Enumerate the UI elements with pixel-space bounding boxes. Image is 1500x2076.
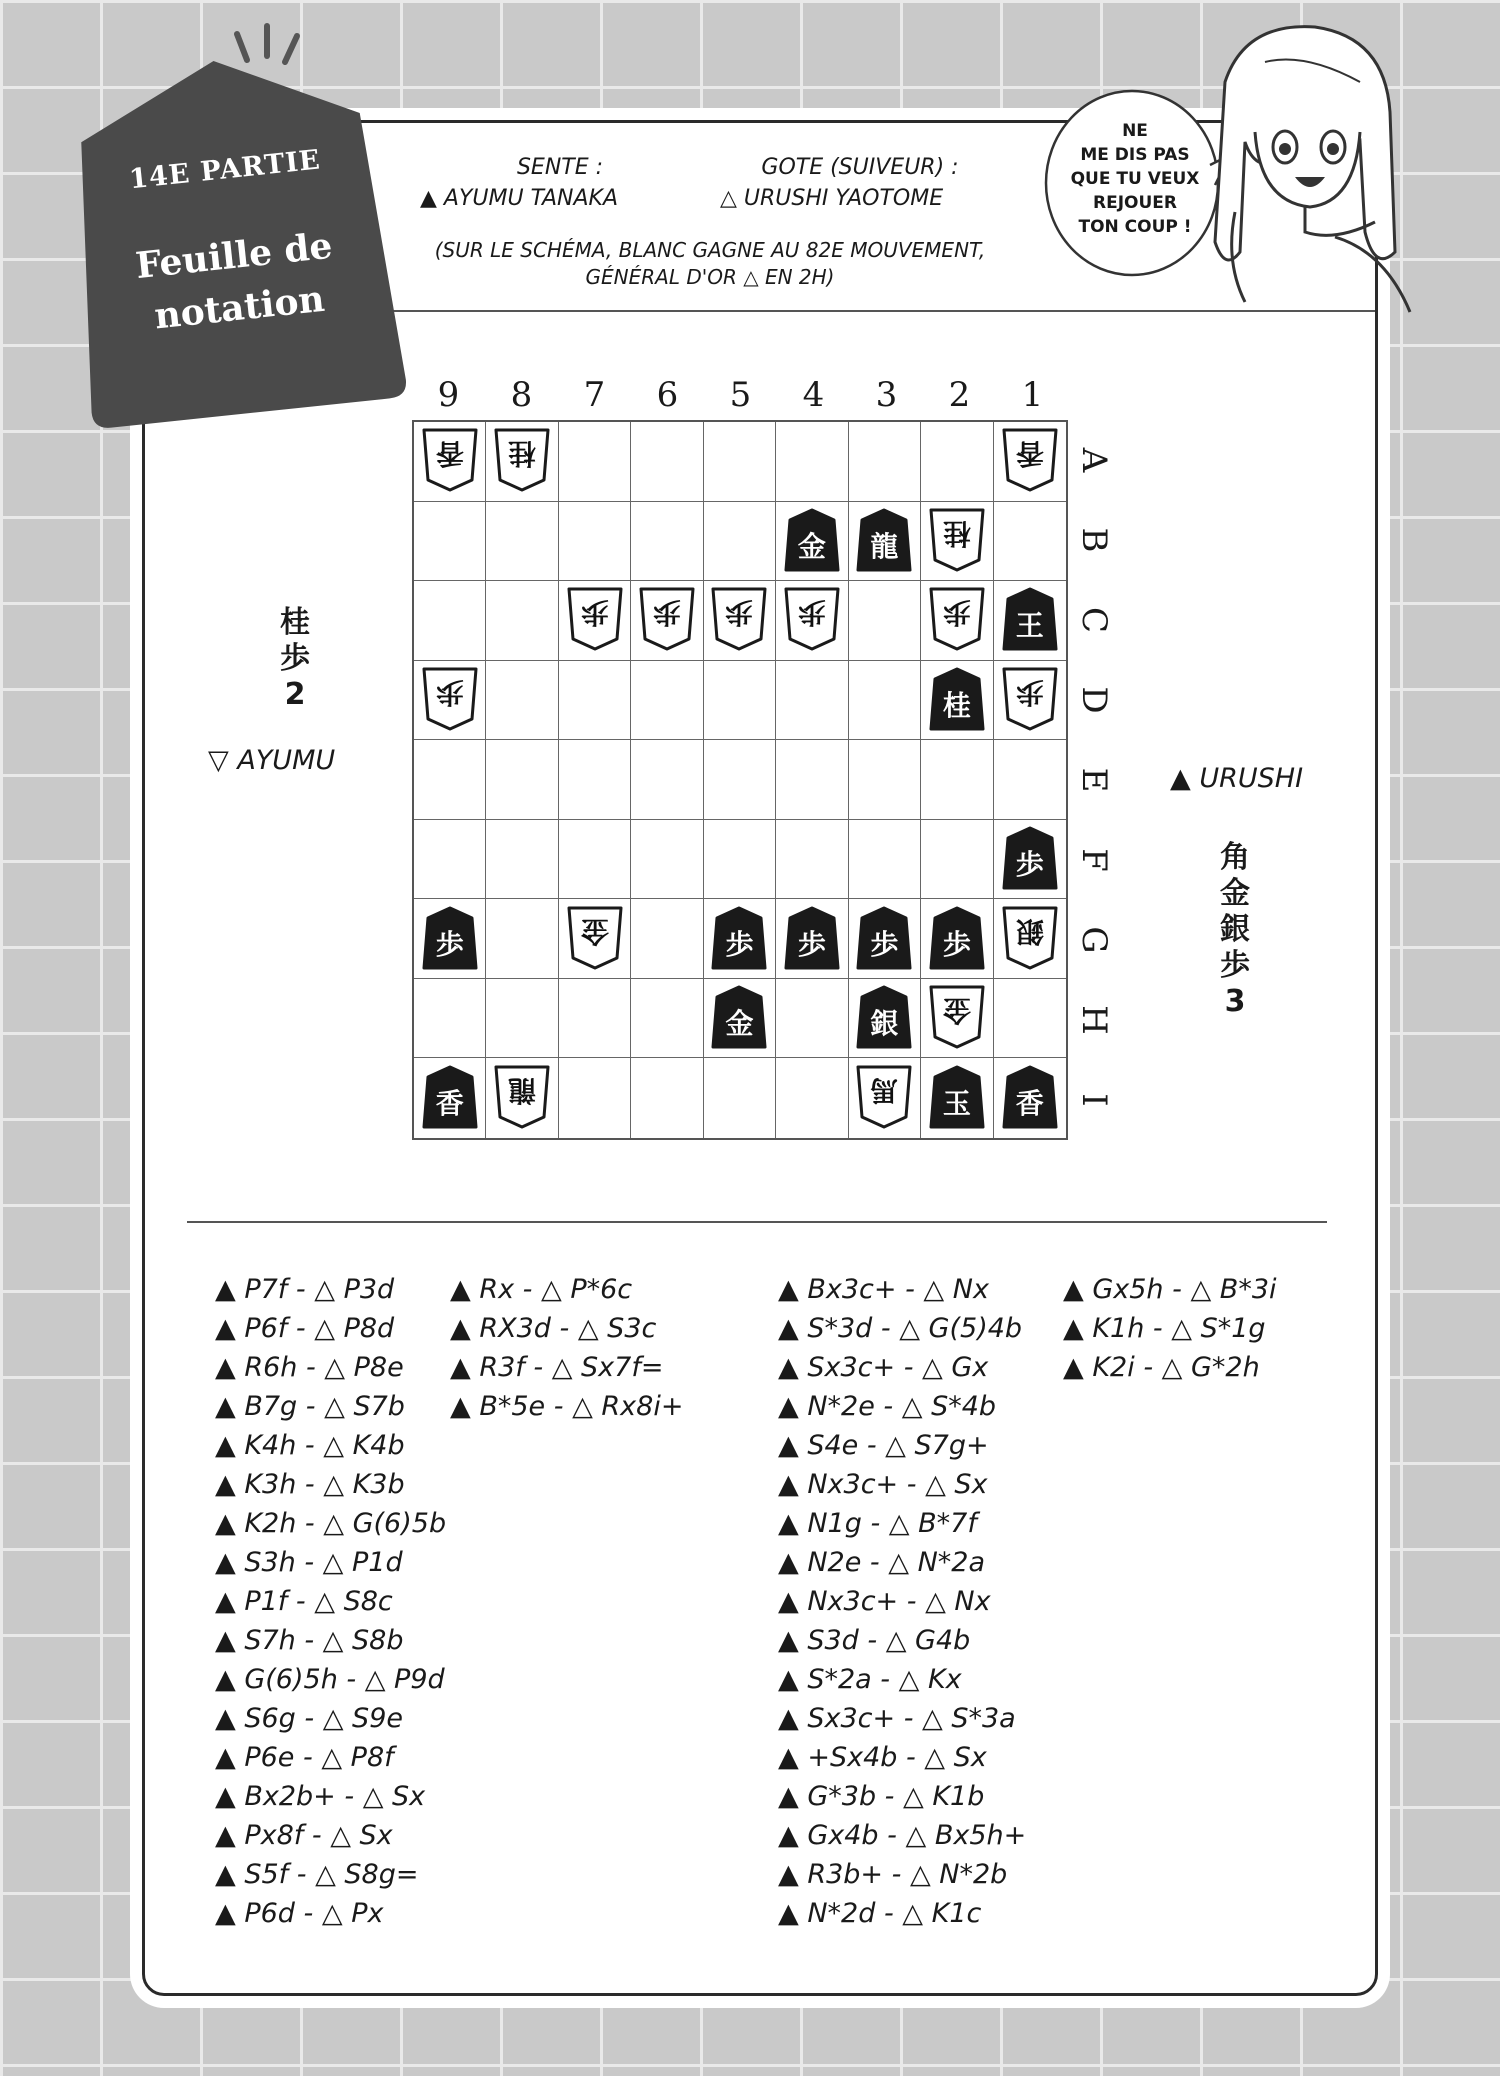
hand-piece: 歩: [280, 641, 310, 676]
board-square: [486, 422, 558, 502]
bubble-line: QUE TU VEUX: [1070, 169, 1200, 189]
rank-label: G: [1074, 926, 1114, 954]
board-square: [486, 979, 558, 1059]
board-square: [776, 1058, 848, 1138]
piece-glyph: 香: [1015, 437, 1044, 471]
board-square: [704, 502, 776, 582]
move-entry: ▲ P1f - △ S8c: [215, 1586, 393, 1617]
file-labels: [412, 375, 1068, 419]
emphasis-lines-icon: [225, 20, 315, 80]
piece-glyph: 歩: [580, 596, 609, 630]
bubble-line: NE: [1122, 121, 1148, 141]
move-entry: ▲ P6f - △ P8d: [215, 1313, 395, 1344]
board-square: [631, 1058, 703, 1138]
board-square: [631, 899, 703, 979]
piece-glyph: 銀: [1015, 914, 1044, 948]
hand-piece: 角: [1220, 840, 1250, 875]
piece-glyph: 金: [797, 529, 826, 563]
move-entry: ▲ S6g - △ S9e: [215, 1703, 403, 1734]
character-illustration: [1185, 22, 1415, 322]
move-entry: ▲ G*3b - △ K1b: [778, 1781, 985, 1812]
board-square: [559, 422, 631, 502]
bubble-line: REJOUER: [1093, 193, 1177, 213]
move-entry: ▲ G(6)5h - △ P9d: [215, 1664, 445, 1695]
move-entry: ▲ K2h - △ G(6)5b: [215, 1508, 447, 1539]
board-square: [776, 422, 848, 502]
file-label: 3: [875, 375, 898, 415]
board-square: [559, 502, 631, 582]
board-square: [559, 661, 631, 741]
piece-glyph: 歩: [1015, 848, 1044, 882]
shogi-piece: [1002, 587, 1058, 651]
piece-glyph: 金: [725, 1007, 754, 1041]
file-label: 5: [729, 375, 752, 415]
board-square: [994, 1058, 1066, 1138]
board-square: [994, 899, 1066, 979]
piece-glyph: 歩: [1015, 675, 1044, 709]
diagram-note-line1: (SUR LE SCHÉMA, BLANC GAGNE AU 82E MOUVEMENT,: [434, 238, 986, 262]
shogi-piece: [856, 985, 912, 1049]
board-square: [631, 661, 703, 741]
gote-name: △ URUSHI YAOTOME: [720, 186, 944, 211]
rank-label: I: [1074, 1093, 1114, 1107]
piece-glyph: 馬: [870, 1074, 899, 1108]
board-square: [631, 502, 703, 582]
game-number: 14E PARTIE: [127, 144, 323, 196]
file-label: 4: [802, 375, 825, 415]
board-square: [994, 661, 1066, 741]
move-entry: ▲ RX3d - △ S3c: [450, 1313, 657, 1344]
rank-label: A: [1074, 447, 1114, 473]
moves-divider: [187, 1221, 1327, 1223]
board-square: [921, 740, 993, 820]
move-entry: ▲ B*5e - △ Rx8i+: [450, 1391, 684, 1422]
board-square: [704, 979, 776, 1059]
piece-glyph: 桂: [942, 516, 971, 550]
board-square: [994, 740, 1066, 820]
board-square: [776, 820, 848, 900]
rank-label: F: [1074, 848, 1114, 872]
file-label: 1: [1021, 375, 1044, 415]
board-square: [849, 899, 921, 979]
shogi-piece: [856, 1065, 912, 1129]
file-label: 2: [948, 375, 971, 415]
badge-title-line1: Feuille de: [133, 224, 335, 288]
board-square: [921, 502, 993, 582]
piece-glyph: 歩: [870, 927, 899, 961]
move-entry: ▲ S3d - △ G4b: [778, 1625, 971, 1656]
piece-glyph: 龍: [870, 529, 899, 563]
board-square: [704, 820, 776, 900]
board-square: [414, 581, 486, 661]
board-square: [921, 422, 993, 502]
moves-column-1: [215, 1270, 446, 1933]
shogi-piece: [639, 587, 695, 651]
board-square: [414, 820, 486, 900]
piece-glyph: 歩: [942, 596, 971, 630]
piece-glyph: 金: [580, 914, 609, 948]
move-entry: ▲ Nx3c+ - △ Nx: [778, 1586, 991, 1617]
piece-glyph: 歩: [725, 927, 754, 961]
badge-title-line2: notation: [152, 277, 327, 338]
shogi-piece: [422, 667, 478, 731]
move-entry: ▲ S*3d - △ G(5)4b: [778, 1313, 1023, 1344]
move-entry: ▲ S3h - △ P1d: [215, 1547, 403, 1578]
character-drawing: [1185, 22, 1415, 322]
board-square: [994, 581, 1066, 661]
board-square: [414, 502, 486, 582]
move-entry: ▲ +Sx4b - △ Sx: [778, 1742, 987, 1773]
piece-glyph: 香: [435, 437, 464, 471]
board-square: [849, 581, 921, 661]
move-entry: ▲ N*2e - △ S*4b: [778, 1391, 997, 1422]
piece-glyph: 歩: [797, 596, 826, 630]
board-square: [776, 502, 848, 582]
bubble-line: ME DIS PAS: [1080, 145, 1190, 165]
piece-glyph: 玉: [942, 1087, 971, 1121]
board-square: [704, 1058, 776, 1138]
board-square: [704, 740, 776, 820]
move-entry: ▲ Nx3c+ - △ Sx: [778, 1469, 988, 1500]
board-square: [921, 899, 993, 979]
piece-glyph: 歩: [725, 596, 754, 630]
shogi-piece: [1002, 826, 1058, 890]
move-entry: ▲ R3f - △ Sx7f=: [450, 1352, 664, 1383]
bubble-line: TON COUP !: [1078, 217, 1192, 237]
board-square: [631, 740, 703, 820]
board-square: [921, 979, 993, 1059]
board-square: [631, 820, 703, 900]
moves-column-3: [778, 1270, 1026, 1933]
rank-label: B: [1074, 527, 1114, 553]
shogi-piece: [1002, 906, 1058, 970]
board-square: [559, 581, 631, 661]
board-square: [486, 581, 558, 661]
file-label: 9: [437, 375, 460, 415]
move-entry: ▲ Sx3c+ - △ S*3a: [778, 1703, 1016, 1734]
shogi-piece: [1002, 667, 1058, 731]
board-square: [921, 1058, 993, 1138]
board-square: [994, 502, 1066, 582]
hand-piece: 桂: [280, 605, 310, 640]
board-square: [414, 1058, 486, 1138]
shogi-piece: [1002, 428, 1058, 492]
board-square: [921, 820, 993, 900]
shogi-piece: [784, 906, 840, 970]
move-entry: ▲ K4h - △ K4b: [215, 1430, 405, 1461]
shogi-board: [412, 420, 1068, 1140]
board-square: [776, 899, 848, 979]
move-entry: ▲ Bx3c+ - △ Nx: [778, 1274, 989, 1305]
move-entry: ▲ K1h - △ S*1g: [1063, 1313, 1266, 1344]
rank-label: E: [1074, 767, 1114, 793]
diagram-note-line2: GÉNÉRAL D'OR △ EN 2H): [585, 265, 835, 289]
shogi-piece: [422, 1065, 478, 1129]
board-square: [414, 740, 486, 820]
board-square: [849, 661, 921, 741]
hand-count: 2: [284, 677, 306, 712]
piece-glyph: 銀: [870, 1007, 899, 1041]
piece-glyph: 歩: [435, 675, 464, 709]
board-square: [559, 979, 631, 1059]
sente-name: ▲ AYUMU TANAKA: [420, 186, 619, 211]
shogi-piece: [929, 1065, 985, 1129]
file-label: 6: [656, 375, 679, 415]
piece-glyph: 歩: [942, 927, 971, 961]
piece-glyph: 香: [1015, 1087, 1044, 1121]
move-entry: ▲ B7g - △ S7b: [215, 1391, 405, 1422]
board-square: [776, 740, 848, 820]
board-square: [704, 899, 776, 979]
board-square: [559, 899, 631, 979]
move-entry: ▲ R6h - △ P8e: [215, 1352, 404, 1383]
move-entry: ▲ Px8f - △ Sx: [215, 1820, 393, 1851]
board-square: [486, 661, 558, 741]
board-square: [994, 820, 1066, 900]
shogi-piece: [567, 587, 623, 651]
board-square: [559, 820, 631, 900]
shogi-piece: [494, 1065, 550, 1129]
file-label: 7: [583, 375, 606, 415]
shogi-piece: [929, 508, 985, 572]
board-square: [631, 581, 703, 661]
board-square: [486, 502, 558, 582]
move-entry: ▲ Sx3c+ - △ Gx: [778, 1352, 989, 1383]
piece-glyph: 龍: [508, 1074, 537, 1108]
move-entry: ▲ N2e - △ N*2a: [778, 1547, 986, 1578]
shogi-piece: [1002, 1065, 1058, 1129]
move-entry: ▲ Bx2b+ - △ Sx: [215, 1781, 426, 1812]
shogi-piece: [422, 428, 478, 492]
board-square: [849, 740, 921, 820]
board-square: [631, 422, 703, 502]
rank-labels: [1072, 420, 1116, 1140]
piece-glyph: 王: [1015, 609, 1044, 643]
move-entry: ▲ K3h - △ K3b: [215, 1469, 405, 1500]
board-square: [704, 422, 776, 502]
move-entry: ▲ Rx - △ P*6c: [450, 1274, 633, 1305]
ayumu-label: ▽ AYUMU: [208, 745, 336, 776]
board-square: [414, 661, 486, 741]
sente-role: SENTE :: [516, 155, 604, 180]
shogi-piece: [784, 587, 840, 651]
piece-glyph: 金: [942, 994, 971, 1028]
rank-label: D: [1074, 686, 1114, 714]
sente-block: [420, 155, 700, 211]
move-entry: ▲ S7h - △ S8b: [215, 1625, 404, 1656]
hand-count: 3: [1224, 984, 1246, 1019]
move-entry: ▲ P6e - △ P8f: [215, 1742, 394, 1773]
board-square: [559, 1058, 631, 1138]
board-square: [921, 661, 993, 741]
board-square: [486, 899, 558, 979]
file-label: 8: [510, 375, 533, 415]
board-square: [414, 979, 486, 1059]
ayumu-hand: [265, 605, 325, 713]
shogi-piece: [567, 906, 623, 970]
shogi-piece: [711, 985, 767, 1049]
game-badge: [54, 36, 411, 437]
moves-column-4: [1063, 1270, 1277, 1387]
board-square: [414, 899, 486, 979]
board-square: [849, 820, 921, 900]
board-square: [921, 581, 993, 661]
shogi-piece: [711, 906, 767, 970]
rank-label: H: [1074, 1005, 1114, 1035]
board-square: [776, 661, 848, 741]
shogi-piece: [711, 587, 767, 651]
piece-glyph: 桂: [508, 437, 537, 471]
shogi-piece: [929, 667, 985, 731]
board-square: [849, 979, 921, 1059]
move-entry: ▲ Gx5h - △ B*3i: [1063, 1274, 1277, 1305]
shogi-piece: [929, 985, 985, 1049]
move-entry: ▲ P6d - △ Px: [215, 1898, 384, 1929]
move-entry: ▲ S*2a - △ Kx: [778, 1664, 962, 1695]
gote-block: [720, 155, 1000, 211]
piece-glyph: 香: [435, 1087, 464, 1121]
board-square: [704, 661, 776, 741]
move-entry: ▲ P7f - △ P3d: [215, 1274, 395, 1305]
move-entry: ▲ S4e - △ S7g+: [778, 1430, 989, 1461]
board-square: [414, 422, 486, 502]
board-square: [559, 740, 631, 820]
board-square: [631, 979, 703, 1059]
board-square: [486, 1058, 558, 1138]
urushi-label: ▲ URUSHI: [1170, 763, 1304, 794]
hand-piece: 銀: [1220, 912, 1250, 947]
move-entry: ▲ K2i - △ G*2h: [1063, 1352, 1260, 1383]
move-entry: ▲ S5f - △ S8g=: [215, 1859, 419, 1890]
players-info: [420, 155, 1000, 295]
piece-glyph: 歩: [435, 927, 464, 961]
board-square: [776, 581, 848, 661]
piece-glyph: 歩: [797, 927, 826, 961]
move-entry: ▲ R3b+ - △ N*2b: [778, 1859, 1008, 1890]
board-square: [849, 502, 921, 582]
board-square: [849, 1058, 921, 1138]
board-square: [486, 820, 558, 900]
hand-piece: 歩: [1220, 948, 1250, 983]
shogi-piece: [422, 906, 478, 970]
move-entry: ▲ N1g - △ B*7f: [778, 1508, 977, 1539]
board-square: [776, 979, 848, 1059]
shogi-piece: [784, 508, 840, 572]
board-square: [994, 979, 1066, 1059]
shogi-piece: [856, 906, 912, 970]
board-square: [849, 422, 921, 502]
shogi-piece: [856, 508, 912, 572]
move-entry: ▲ Gx4b - △ Bx5h+: [778, 1820, 1027, 1851]
moves-column-2: [450, 1270, 683, 1426]
urushi-hand: [1205, 840, 1265, 1020]
move-entry: ▲ N*2d - △ K1c: [778, 1898, 982, 1929]
shogi-piece: [929, 906, 985, 970]
board-square: [704, 581, 776, 661]
piece-glyph: 歩: [653, 596, 682, 630]
board-square: [994, 422, 1066, 502]
diagram-note: [420, 237, 1000, 291]
shogi-piece: [494, 428, 550, 492]
board-square: [486, 740, 558, 820]
shogi-piece: [929, 587, 985, 651]
piece-glyph: 桂: [942, 688, 971, 722]
hand-piece: 金: [1220, 876, 1250, 911]
rank-label: C: [1074, 606, 1114, 633]
gote-role: GOTE (SUIVEUR) :: [761, 155, 959, 180]
